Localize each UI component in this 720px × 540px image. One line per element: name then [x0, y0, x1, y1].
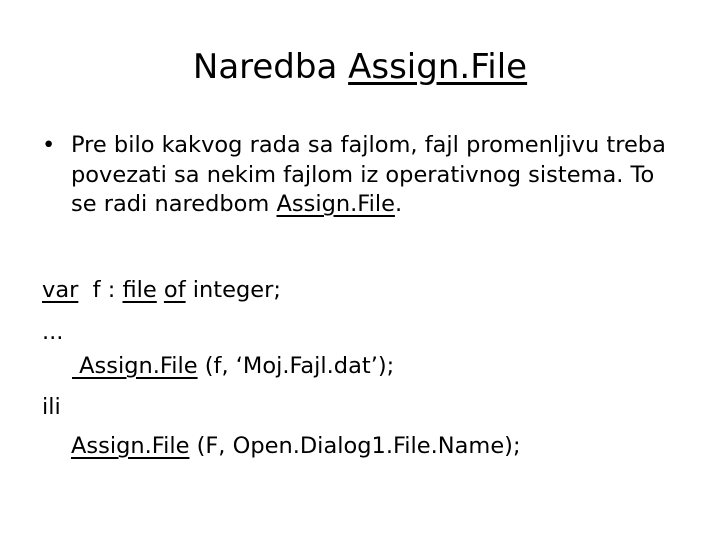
bullet-item: [42, 131, 682, 220]
code-line-ili: ili: [42, 394, 61, 420]
keyword-assign-file: Assign.File: [71, 433, 190, 459]
code-line-assign-2: [71, 432, 521, 462]
slide-title: [0, 44, 720, 90]
keyword-assign-file: Assign.File: [72, 353, 198, 379]
bullet-text-end: .: [394, 191, 403, 217]
bullet-keyword: Assign.File: [276, 191, 395, 217]
code-text: (f, ‘Moj.Fajl.dat’);: [197, 353, 395, 379]
keyword-var: var: [42, 277, 79, 303]
title-prefix: Naredba: [192, 47, 349, 87]
code-line-assign-1: [72, 352, 394, 382]
code-text: (F, Open.Dialog1.File.Name);: [189, 433, 521, 459]
code-line-ellipsis: ...: [42, 319, 64, 345]
code-text: f :: [78, 277, 123, 303]
bullet-text-main: Pre bilo kakvog rada sa fajlom, fajl promenljivu treba povezati sa nekim fajlom iz operativnog sistema. To se radi naredbom: [71, 132, 666, 217]
bullet-marker: •: [42, 132, 56, 158]
bullet-text: [71, 131, 682, 220]
code-space: [157, 277, 164, 303]
code-text: integer;: [185, 277, 281, 303]
code-line-var: [42, 276, 281, 306]
keyword-file: file: [122, 277, 157, 303]
keyword-of: of: [163, 277, 186, 303]
title-keyword: Assign.File: [348, 47, 528, 87]
